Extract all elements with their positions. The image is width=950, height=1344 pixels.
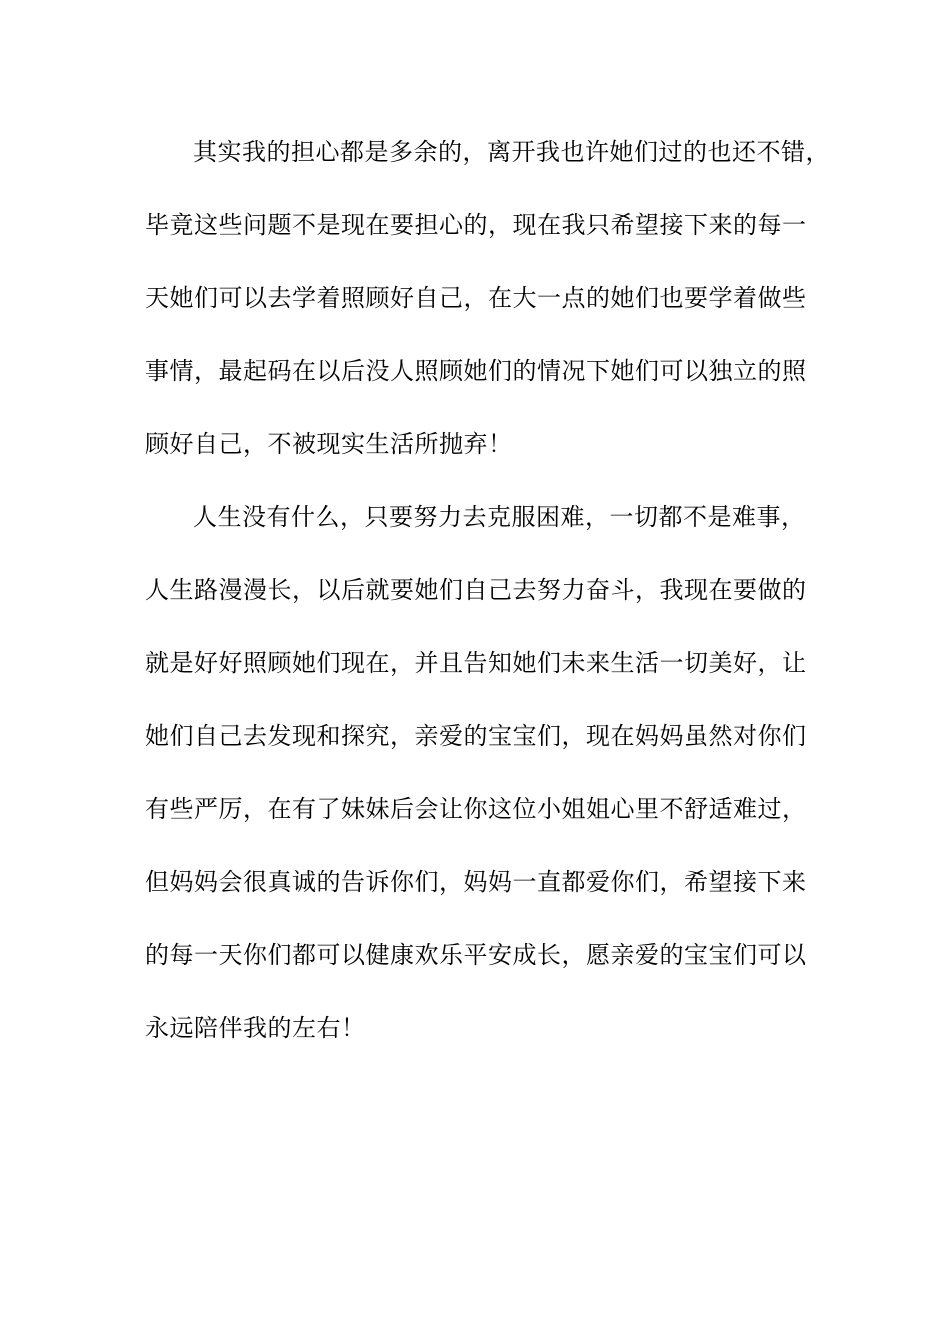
paragraph-line: 永远陪伴我的左右！ [145,1014,366,1042]
paragraph-line: 但妈妈会很真诚的告诉你们，妈妈一直都爱你们，希望接下来 [145,868,807,896]
paragraph-1 [145,131,830,496]
paragraph-line: 人生路漫漫长，以后就要她们自己去努力奋斗，我现在要做的 [145,576,807,604]
paragraph-line: 的每一天你们都可以健康欢乐平安成长，愿亲爱的宝宝们可以 [145,941,807,969]
body-text [145,131,830,1080]
paragraph-line: 就是好好照顾她们现在，并且告知她们未来生活一切美好，让 [145,649,807,677]
paragraph-line: 天她们可以去学着照顾好自己，在大一点的她们也要学着做些 [145,284,807,312]
paragraph-line: 顾好自己，不被现实生活所抛弃！ [145,430,513,458]
paragraph-line: 事情，最起码在以后没人照顾她们的情况下她们可以独立的照 [145,357,807,385]
paragraph-line: 人生没有什么，只要努力去克服困难，一切都不是难事， [193,503,806,531]
paragraph-line: 其实我的担心都是多余的，离开我也许她们过的也还不错， [193,138,830,166]
paragraph-2 [145,496,807,1080]
paragraph-line: 毕竟这些问题不是现在要担心的，现在我只希望接下来的每一 [145,211,807,239]
paragraph-line: 她们自己去发现和探究，亲爱的宝宝们，现在妈妈虽然对你们 [145,722,807,750]
paragraph-line: 有些严厉，在有了妹妹后会让你这位小姐姐心里不舒适难过， [145,795,807,823]
